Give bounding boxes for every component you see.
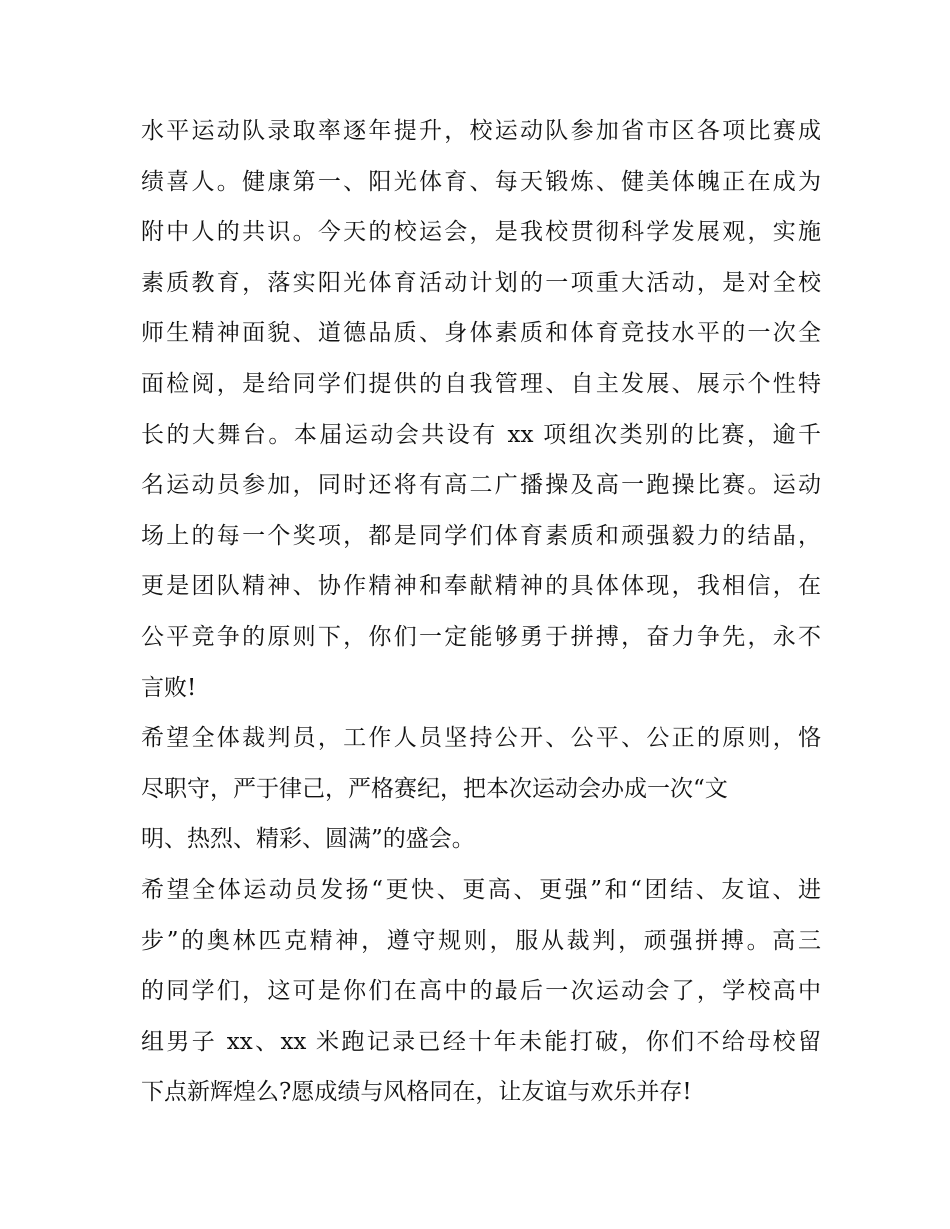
text-line: 尽职守，严于律己，严格赛纪，把本次运动会办成一次“文 (141, 775, 728, 802)
text-line: 希望全体运动员发扬“更快、更高、更强”和“团结、友谊、进 (141, 876, 821, 903)
text-line: 更是团队精神、协作精神和奉献精神的具体体现，我相信，在 (141, 573, 821, 600)
text-line: 的同学们，这可是你们在高中的最后一次运动会了，学校高中 (141, 978, 821, 1005)
text-line: 素质教育，落实阳光体育活动计划的一项重大活动，是对全校 (141, 269, 821, 296)
text-line: 场上的每一个奖项，都是同学们体育素质和顽强毅力的结晶， (141, 522, 821, 549)
text-line: 附中人的共识。今天的校运会，是我校贯彻科学发展观，实施 (141, 219, 821, 246)
text-line: 明、热烈、精彩、圆满”的盛会。 (141, 826, 475, 853)
text-line: 言败! (141, 674, 197, 701)
text-line: 长的大舞台。本届运动会共设有 xx 项组次类别的比赛，逾千 (141, 421, 821, 448)
text-line: 希望全体裁判员，工作人员坚持公开、公平、公正的原则，恪 (141, 725, 821, 752)
text-line: 面检阅，是给同学们提供的自我管理、自主发展、展示个性特 (141, 370, 821, 397)
text-line: 名运动员参加，同时还将有高二广播操及高一跑操比赛。运动 (141, 472, 821, 499)
text-line: 水平运动队录取率逐年提升，校运动队参加省市区各项比赛成 (141, 118, 821, 144)
text-line: 师生精神面貌、道德品质、身体素质和体育竞技水平的一次全 (141, 320, 821, 347)
body-text (141, 112, 821, 1124)
text-line: 组男子 xx、xx 米跑记录已经十年未能打破，你们不给母校留 (141, 1028, 821, 1055)
text-line: 下点新辉煌么?愿成绩与风格同在，让友谊与欢乐并存! (141, 1079, 692, 1106)
text-line: 步”的奥林匹克精神，遵守规则，服从裁判，顽强拼搏。高三 (141, 927, 821, 954)
text-line: 绩喜人。健康第一、阳光体育、每天锻炼、健美体魄正在成为 (141, 168, 821, 195)
text-line: 公平竞争的原则下，你们一定能够勇于拼搏，奋力争先，永不 (141, 623, 821, 650)
